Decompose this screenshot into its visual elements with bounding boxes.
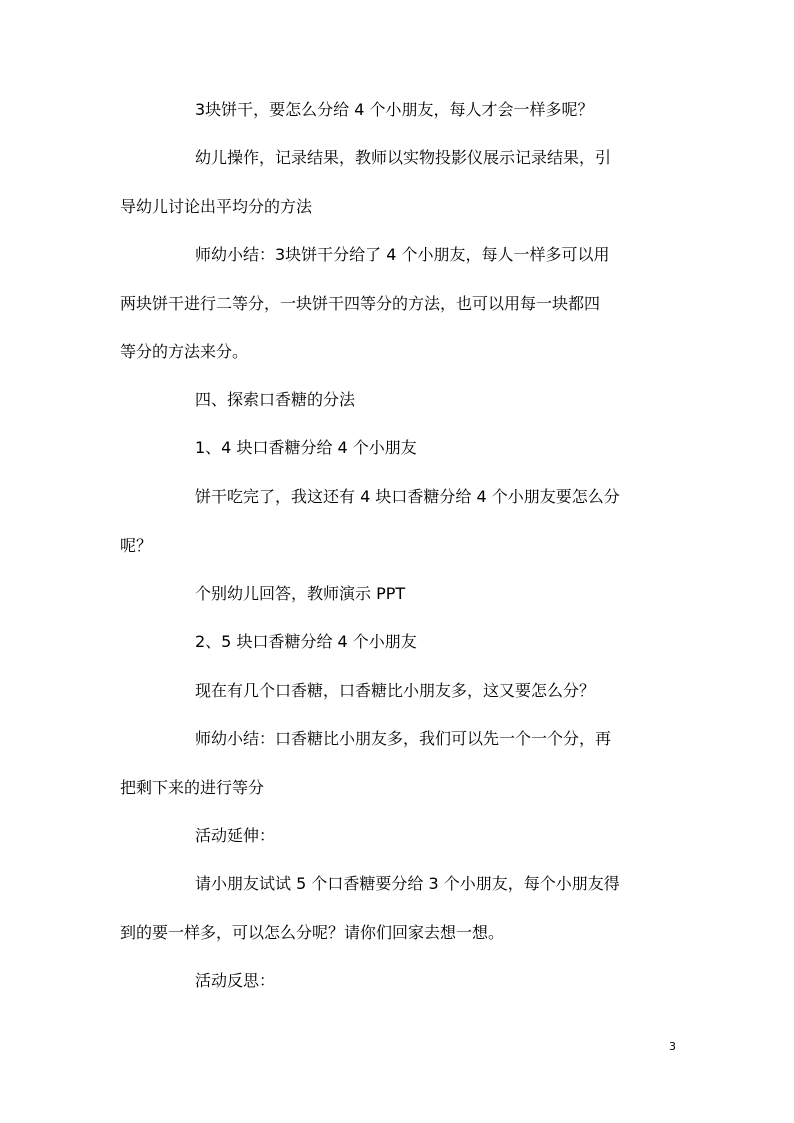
text-line: 导幼儿讨论出平均分的方法 [120,196,313,216]
text-line: 1、4 块口香糖分给 4 个小朋友 [195,438,417,457]
text-line: 3块饼干，要怎么分给 4 个小朋友，每人才会一样多呢？ [195,100,594,119]
text-line: 现在有几个口香糖，口香糖比小朋友多，这又要怎么分？ [195,681,596,700]
subsection-2 [120,618,680,667]
text-line: 两块饼干进行二等分，一块饼干四等分的方法，也可以用每一块都四 [120,293,601,313]
activity-extension-heading [120,812,680,861]
section-heading [120,376,680,425]
text-line: 师幼小结：口香糖比小朋友多，我们可以先一个一个分，再 [195,729,612,748]
text-line: 把剩下来的进行等分 [120,777,265,797]
page-number: 3 [669,1040,676,1053]
text-line: 2、5 块口香糖分给 4 个小朋友 [195,632,417,651]
paragraph-10 [120,715,680,812]
text-line: 师幼小结：3块饼干分给了 4 个小朋友，每人一样多可以用 [195,245,610,264]
paragraph-2 [120,134,680,231]
paragraph-1 [120,86,680,135]
paragraph-7 [120,570,680,619]
text-line: 等分的方法来分。 [120,342,249,361]
subsection-1 [120,424,680,473]
text-line: 个别幼儿回答，教师演示 PPT [195,584,406,603]
text-line: 到的要一样多，可以怎么分呢？请你们回家去想一想。 [120,922,505,942]
paragraph-6 [120,473,680,570]
activity-reflection-heading [120,957,680,1006]
paragraph-9 [120,667,680,716]
paragraph-3 [120,231,680,377]
text-line: 活动延伸： [195,826,276,845]
text-line: 请小朋友试试 5 个口香糖要分给 3 个小朋友，每个小朋友得 [195,874,620,893]
text-line: 四、探索口香糖的分法 [195,390,356,409]
text-line: 活动反思： [195,971,276,990]
text-line: 幼儿操作，记录结果，教师以实物投影仪展示记录结果，引 [195,148,612,167]
text-line: 饼干吃完了，我这还有 4 块口香糖分给 4 个小朋友要怎么分 [195,487,620,506]
text-line: 呢？ [120,535,153,555]
paragraph-12 [120,860,680,957]
